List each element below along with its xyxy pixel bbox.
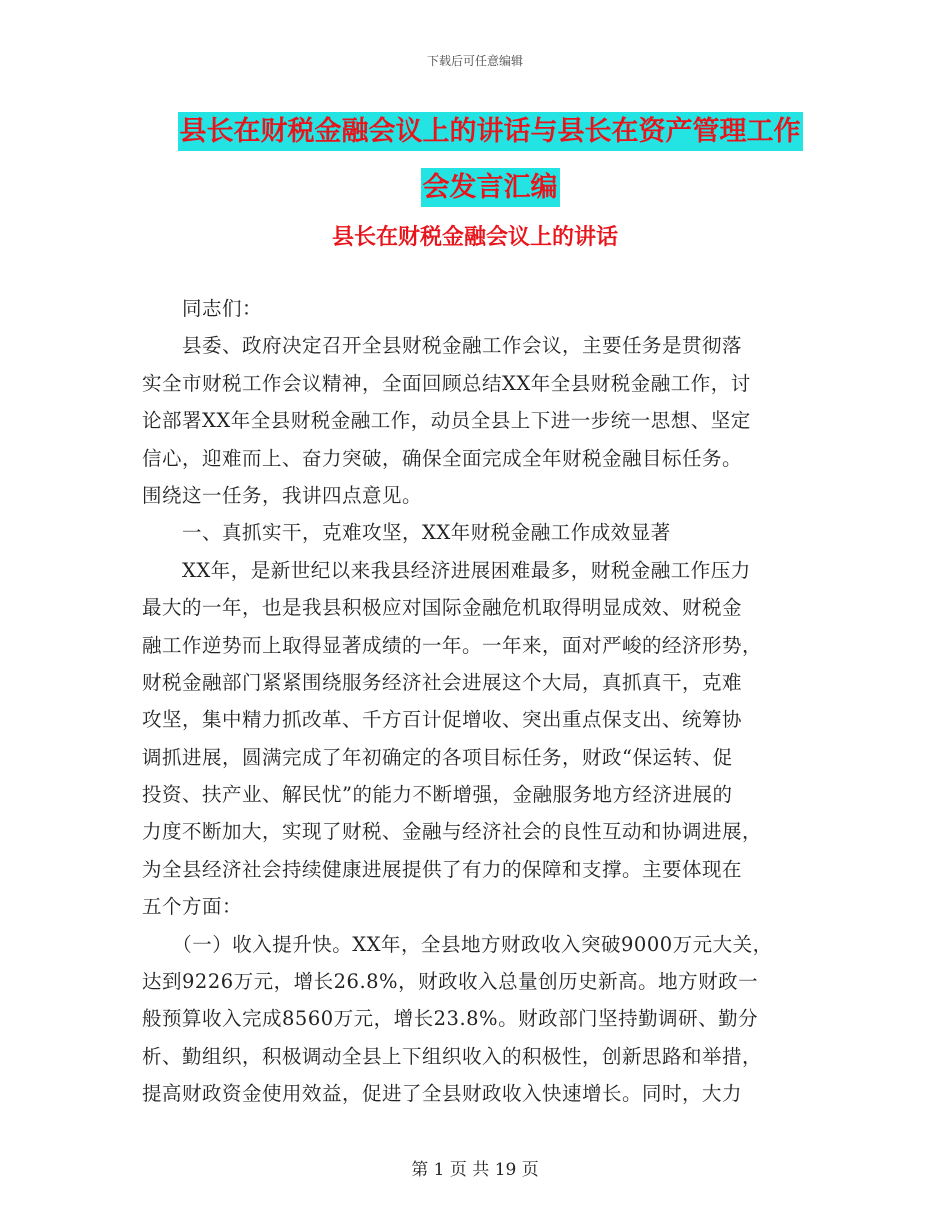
section-title: 县长在财税金融会议上的讲话 bbox=[331, 224, 618, 250]
document-title-line-2: 会发言汇编 bbox=[421, 168, 560, 207]
body-line: 达到9226万元，增长26.8%，财政收入总量创历史新高。地方财政一 bbox=[142, 970, 759, 994]
body-line: 同志们： bbox=[142, 297, 263, 320]
header-note: 下载后可任意编辑 bbox=[426, 54, 523, 68]
body-line: 最大的一年，也是我县积极应对国际金融危机取得明显成效、财税金 bbox=[142, 596, 743, 620]
body-line: 五个方面： bbox=[142, 895, 243, 919]
body-line: 县委、政府决定召开全县财税金融工作会议，主要任务是贯彻落 bbox=[142, 334, 743, 358]
body-line: 提高财政资金使用效益，促进了全县财政收入快速增长。同时，大力 bbox=[142, 1082, 743, 1106]
body-line: （一）收入提升快。XX年，全县地方财政收入突破9000万元大关， bbox=[142, 932, 773, 956]
body-line: 一、真抓实干，克难攻坚，XX年财税金融工作成效显著 bbox=[142, 521, 671, 545]
body-line: 实全市财税工作会议精神，全面回顾总结XX年全县财税金融工作，讨 bbox=[142, 371, 751, 395]
body-line: 信心，迎难而上、奋力突破，确保全面完成全年财税金融目标任务。 bbox=[142, 446, 743, 470]
body-line: 调抓进展，圆满完成了年初确定的各项目标任务，财政“保运转、促 bbox=[142, 745, 733, 769]
body-line: 为全县经济社会持续健康进展提供了有力的保障和支撑。主要体现在 bbox=[142, 857, 743, 881]
body-line: 投资、扶产业、解民忧”的能力不断增强，金融服务地方经济进展的 bbox=[142, 783, 733, 807]
body-line: 财税金融部门紧紧围绕服务经济社会进展这个大局，真抓真干，克难 bbox=[142, 670, 743, 694]
body-line: XX年，是新世纪以来我县经济进展困难最多，财税金融工作压力 bbox=[142, 558, 751, 582]
page-number-footer: 第 1 页 共 19 页 bbox=[411, 1160, 539, 1180]
body-line: 般预算收入完成8560万元，增长23.8%。财政部门坚持勤调研、勤分 bbox=[142, 1007, 759, 1031]
body-line: 论部署XX年全县财税金融工作，动员全县上下进一步统一思想、坚定 bbox=[142, 409, 751, 433]
document-title-line-1: 县长在财税金融会议上的讲话与县长在资产管理工作 bbox=[178, 112, 803, 151]
body-line: 析、勤组织，积极调动全县上下组织收入的积极性，创新思路和举措， bbox=[142, 1044, 763, 1068]
body-line: 攻坚，集中精力抓改革、千方百计促增收、突出重点保支出、统筹协 bbox=[142, 708, 743, 732]
body-line: 围绕这一任务，我讲四点意见。 bbox=[142, 483, 423, 507]
document-title bbox=[140, 104, 840, 216]
body-text bbox=[142, 290, 822, 1113]
body-line: 力度不断加大，实现了财税、金融与经济社会的良性互动和协调进展， bbox=[142, 820, 763, 844]
body-line: 融工作逆势而上取得显著成绩的一年。一年来，面对严峻的经济形势， bbox=[142, 633, 763, 657]
